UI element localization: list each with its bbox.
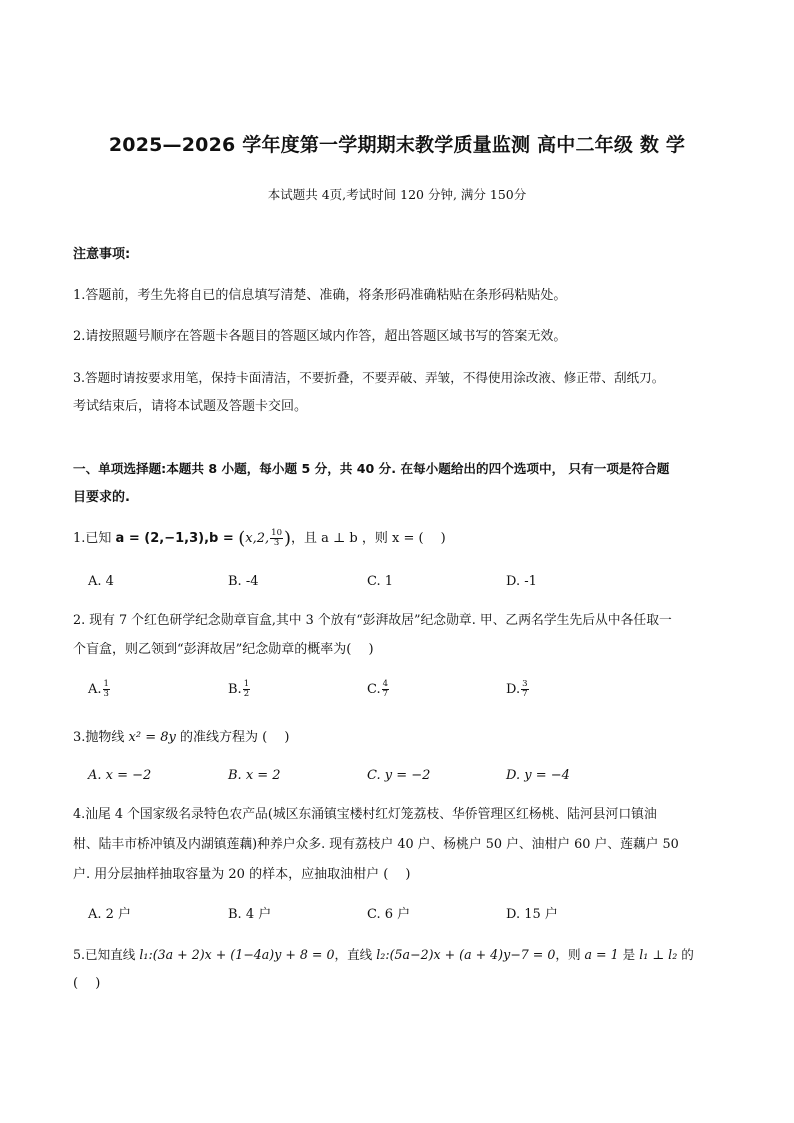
q3-option-a: A. x = −2 <box>88 768 152 783</box>
q1-vector-a: a = (2,−1,3) <box>115 531 205 546</box>
notice-item-3: 3.答题时请按要求用笔，保持卡面清洁，不要折叠，不要弄破、弄皱，不得使用涂改液、修正带、刮纸刀。 <box>73 370 665 385</box>
q2-option-b-label: B. <box>228 682 242 697</box>
q2-option-c-fraction <box>382 680 389 699</box>
question-2-line2: 个盲盒，则乙领到“彭湃故居”纪念勋章的概率为( ) <box>73 642 374 657</box>
q2-b-den: 2 <box>243 689 250 699</box>
q5-perp: l₁ ⊥ l₂ <box>639 947 678 962</box>
q1-b-open: ( <box>238 528 246 549</box>
q1-frac-den: 3 <box>273 538 280 548</box>
q1-b-inner: x,2, <box>245 531 270 546</box>
question-2-line1: 2. 现有 7 个红色研学纪念勋章盲盒,其中 3 个放有“彭湃故居”纪念勋章. 甲、乙两名学生先后从中各任取一 <box>73 613 672 628</box>
q1-option-d: D. -1 <box>506 574 537 589</box>
q2-option-a <box>88 680 111 699</box>
q5-condition: a = 1 <box>584 947 619 962</box>
q2-d-num: 3 <box>522 679 528 689</box>
q2-a-num: 1 <box>103 679 109 689</box>
q2-option-d-label: D. <box>506 682 521 697</box>
q4-option-d: D. 15 户 <box>506 907 558 922</box>
q2-d-den: 7 <box>522 689 528 699</box>
q1-option-b: B. -4 <box>228 574 259 589</box>
q3-equation: x² = 8y <box>128 730 176 745</box>
q2-options <box>88 680 708 706</box>
q2-option-a-label: A. <box>88 682 102 697</box>
q2-option-c-label: C. <box>367 682 381 697</box>
q1-option-c: C. 1 <box>367 574 394 589</box>
q3-option-c: C. y = −2 <box>367 768 431 783</box>
q1-b-prefix: ,b = <box>204 531 239 546</box>
notice-item-4: 考试结束后，请将本试题及答题卡交回。 <box>73 399 308 414</box>
question-5-line2: ( ) <box>73 976 101 991</box>
q5-text-b: ，直线 <box>334 947 377 962</box>
notice-item-2: 2.请按照题号顺序在答题卡各题目的答题区域内作答，超出答题区域书写的答案无效。 <box>73 329 567 344</box>
question-3 <box>73 727 733 748</box>
question-4-line1: 4.汕尾 4 个国家级名录特色农产品(城区东涌镇宝楼村红灯笼荔枝、华侨管理区红杨桃、陆河县河口镇油 <box>73 807 657 822</box>
q3-option-b: B. x = 2 <box>228 768 281 783</box>
q3-suffix: 的准线方程为 ( ) <box>175 730 290 745</box>
q3-option-d: D. y = −4 <box>506 768 570 783</box>
section-heading-line2: 目要求的. <box>73 490 130 505</box>
q5-text-a: 5.已知直线 <box>73 947 140 962</box>
q2-option-b <box>228 680 251 699</box>
q2-c-num: 4 <box>382 679 389 689</box>
q2-b-num: 1 <box>243 679 250 689</box>
question-1 <box>73 528 733 549</box>
q3-options <box>88 768 708 788</box>
question-5-line1 <box>73 944 753 965</box>
question-4-line3: 户. 用分层抽样抽取容量为 20 的样本，应抽取油柑户 ( ) <box>73 867 411 882</box>
q4-option-c: C. 6 户 <box>367 907 411 922</box>
exam-info: 本试题共 4页,考试时间 120 分钟, 满分 150分 <box>267 187 527 202</box>
page-title: 2025—2026 学年度第一学期期末教学质量监测 高中二年级 数 学 <box>108 134 686 156</box>
q1-b-close: ) <box>284 528 292 549</box>
q2-option-d-fraction <box>521 680 528 699</box>
q1-b-fraction <box>270 529 283 548</box>
question-4-line2: 柑、陆丰市桥冲镇及内湖镇莲藕)种养户众多. 现有荔枝户 40 户、杨桃户 50 户、油柑户 60 户、莲藕户 50 <box>73 837 679 852</box>
notice-item-1: 1.答题前，考生先将自已的信息填写清楚、准确，将条形码准确粘贴在条形码粘贴处。 <box>73 288 567 303</box>
q1-suffix: ，且 a ⊥ b ，则 x = ( ) <box>291 531 446 546</box>
q2-option-b-fraction <box>243 680 250 699</box>
q4-options <box>88 903 708 923</box>
notice-heading: 注意事项: <box>73 247 131 262</box>
q5-line-l1: l₁:(3a + 2)x + (1−4a)y + 8 = 0 <box>139 947 335 962</box>
q4-option-b: B. 4 户 <box>228 907 272 922</box>
q2-a-den: 3 <box>103 689 109 699</box>
q1-options <box>88 574 708 594</box>
q2-c-den: 7 <box>382 689 389 699</box>
q2-option-c <box>367 680 390 699</box>
q1-frac-num: 10 <box>271 528 282 538</box>
q5-text-c: ，则 <box>555 947 585 962</box>
q5-text-e: 的 <box>677 947 694 962</box>
q4-option-a: A. 2 户 <box>88 907 132 922</box>
q3-prefix: 3.抛物线 <box>73 730 129 745</box>
q5-line-l2: l₂:(5a−2)x + (a + 4)y−7 = 0 <box>376 947 556 962</box>
q1-prefix: 1.已知 <box>73 531 116 546</box>
section-heading-line1: 一、单项选择题:本题共 8 小题，每小题 5 分，共 40 分. 在每小题给出的四个选项中， 只有一项是符合题 <box>73 461 670 476</box>
q2-option-d <box>506 680 530 699</box>
q2-option-a-fraction <box>103 680 110 699</box>
q5-text-d: 是 <box>618 947 640 962</box>
q1-option-a: A. 4 <box>88 574 114 589</box>
